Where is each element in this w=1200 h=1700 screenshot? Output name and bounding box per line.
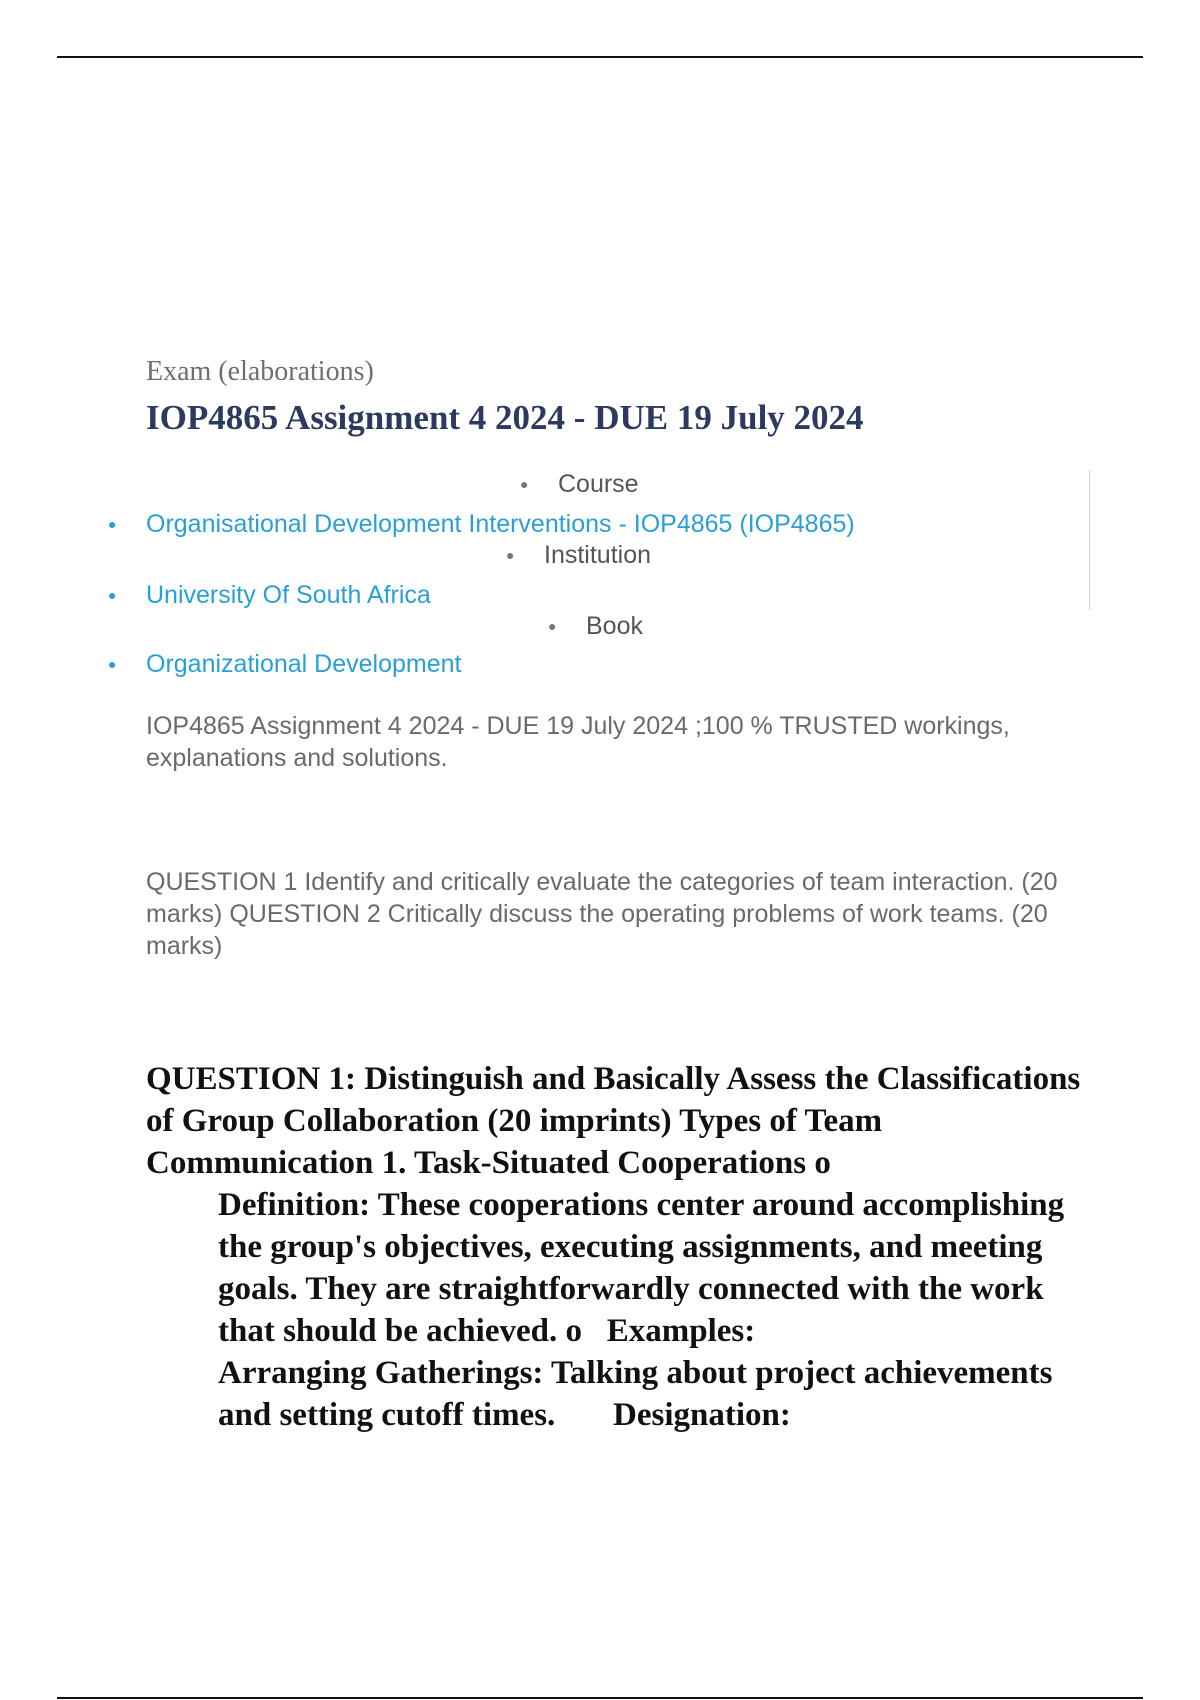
book-bullet-icon: ● [548, 618, 557, 634]
bottom-rule [57, 1697, 1143, 1699]
course-link[interactable]: Organisational Development Interventions - IOP4865 (IOP4865) [146, 510, 855, 538]
top-rule [57, 56, 1143, 58]
answer-line-question-heading: QUESTION 1: Distinguish and Basically Assess the Classifications of Group Collaboration (20 imprints) Types of Team Communication 1. Task-Situated Cooperations o [146, 1061, 1081, 1181]
summary-questions: QUESTION 1 Identify and critically evaluate the categories of team interaction. (20 marks) QUESTION 2 Critically discuss the operating problems of work teams. (20 marks) [146, 868, 1058, 960]
summary-description: IOP4865 Assignment 4 2024 - DUE 19 July 2024 ;100 % TRUSTED workings, explanations and solutions. [146, 712, 1010, 772]
answer-body [146, 1058, 1096, 1436]
book-label: Book [586, 612, 643, 640]
institution-link-bullet-icon: ● [108, 587, 117, 603]
answer-line-definition: Definition: These cooperations center around accomplishing the group's objectives, executing assignments, and meeting goals. They are straightforwardly connected with the work that should be achieved. o Examples: [218, 1187, 1065, 1349]
institution-link[interactable]: University Of South Africa [146, 581, 431, 609]
answer-line-example: Arranging Gatherings: Talking about project achievements and setting cutoff times. Designation: [218, 1355, 1053, 1433]
course-link-bullet-icon: ● [108, 516, 117, 532]
book-link-bullet-icon: ● [108, 656, 117, 672]
document-title: IOP4865 Assignment 4 2024 - DUE 19 July 2024 [146, 398, 864, 437]
book-link[interactable]: Organizational Development [146, 650, 462, 678]
institution-bullet-icon: ● [506, 547, 515, 563]
course-bullet-icon: ● [520, 476, 529, 492]
institution-label: Institution [544, 541, 652, 569]
course-label: Course [558, 470, 639, 498]
document-type-label: Exam (elaborations) [146, 356, 374, 387]
metadata-divider [1089, 470, 1090, 610]
